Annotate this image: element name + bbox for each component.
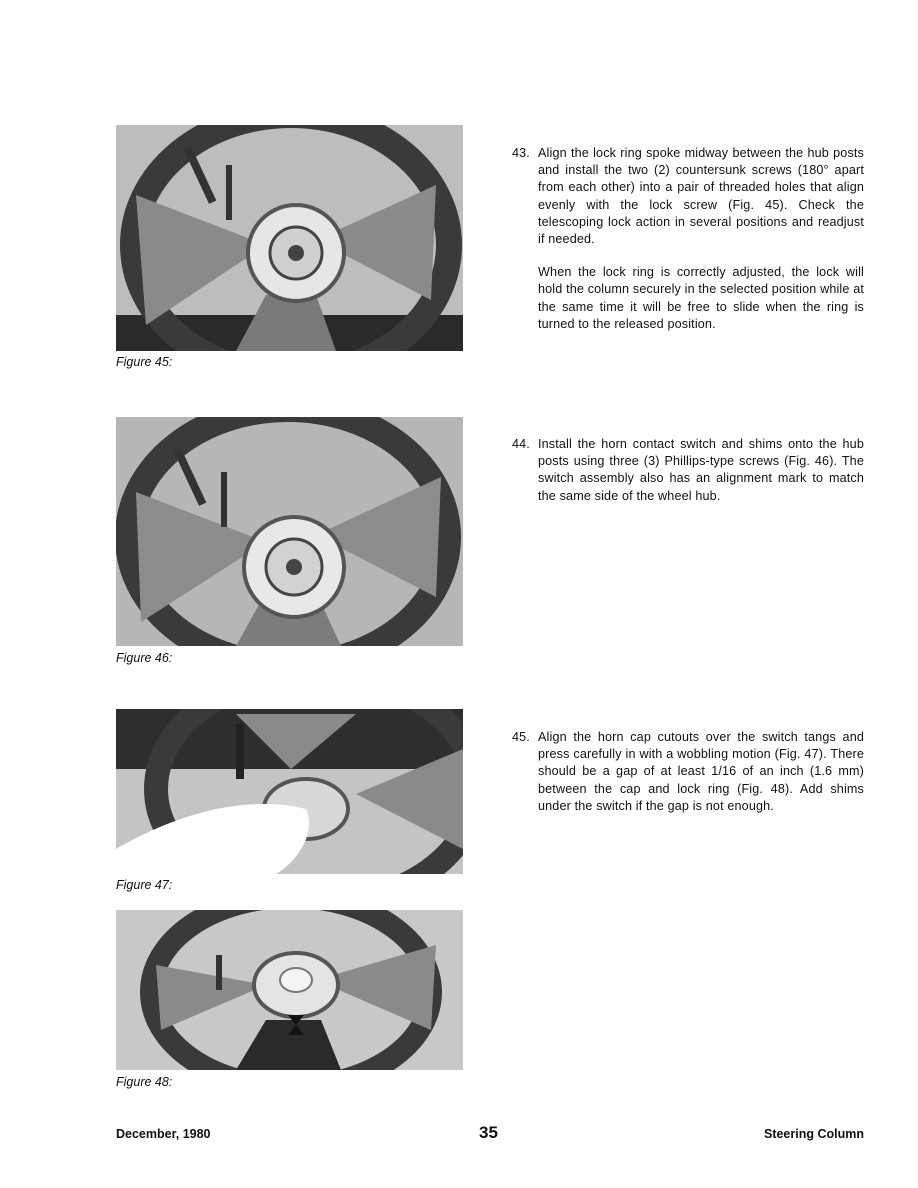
figure-46-photo — [116, 417, 463, 646]
step-45 — [512, 729, 864, 831]
step-number: 44. — [512, 437, 530, 451]
step-paragraph: When the lock ring is correctly adjusted, the lock will hold the column securely in the selected position while at the same time it will be free to slide when the ring is turned to the released position. — [538, 265, 864, 331]
step-paragraph: Install the horn contact switch and shims onto the hub posts using three (3) Phillips-type screws (Fig. 46). The switch assembly also has an alignment mark to match the same side of the wheel hub. — [538, 437, 864, 503]
step-43 — [512, 145, 864, 349]
figure-45-photo — [116, 125, 463, 351]
step-paragraph: Align the lock ring spoke midway between the hub posts and install the two (2) countersunk screws (180° apart from each other) into a pair of threaded holes that align evenly with the lock screw (Fig. 45). Check the telescoping lock action in several positions and readjust if needed. — [538, 146, 864, 247]
figure-48-photo — [116, 910, 463, 1070]
figure-47-caption: Figure 47: — [116, 878, 173, 892]
step-paragraph: Align the horn cap cutouts over the switch tangs and press carefully in with a wobbling motion (Fig. 47). There should be a gap of at least 1/16 of an inch (1.6 mm) between the cap and lock ring (Fig. 48). Add shims under the switch if the gap is not enough. — [538, 730, 864, 813]
figure-45-caption: Figure 45: — [116, 355, 173, 369]
footer-date: December, 1980 — [116, 1127, 211, 1141]
footer-section: Steering Column — [763, 1127, 864, 1141]
step-number: 45. — [512, 730, 530, 744]
figure-46-caption: Figure 46: — [116, 651, 173, 665]
figure-48-caption: Figure 48: — [116, 1075, 173, 1089]
figure-47-photo — [116, 709, 463, 874]
step-44 — [512, 436, 864, 521]
step-number: 43. — [512, 146, 530, 160]
page-number: 35 — [479, 1123, 498, 1142]
